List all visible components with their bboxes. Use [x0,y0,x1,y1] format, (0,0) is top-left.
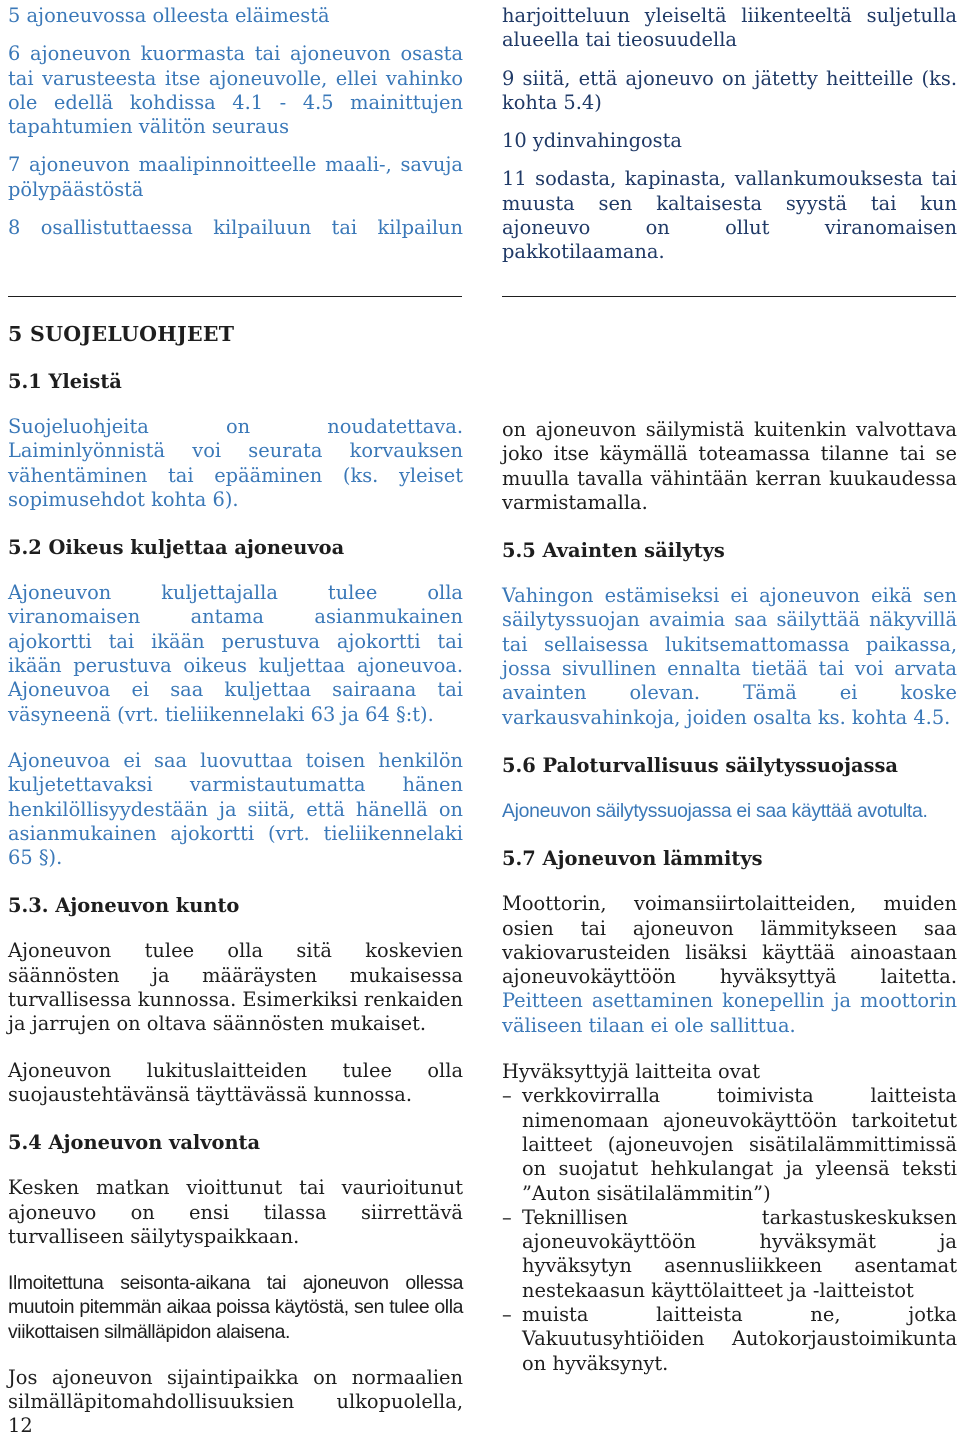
list-intro: Hyväksyttyjä laitteita ovat [502,1060,761,1084]
top-right-column [502,4,957,265]
dash-bullet: – [502,1303,512,1327]
heading-5-1: 5.1 Yleistä [8,370,122,393]
exclusion-item-6: 6 ajoneuvon kuormasta tai ajoneuvon osasta tai varusteesta itse ajoneuvolle, ellei vahinko ole edellä kohdissa 4.1 - 4.5 mainittujen tapahtumien välitön seuraus [8,42,463,139]
list-item [502,1206,957,1303]
left-column [8,370,463,1415]
right-column [502,418,957,1376]
paragraph-5-7-a-blue: Peitteen asettaminen konepellin ja moottorin väliseen tilaan ei ole sallittua. [502,989,957,1037]
paragraph-5-4-b: Ilmoitettuna seisonta-aikana tai ajoneuvon ollessa muutoin pitemmän aikaa poissa käytöstä, sen tulee olla viikottaisen silmälläpidon alaisena. [8,1272,463,1343]
paragraph-5-7-a [502,892,957,1038]
list-item [502,1303,957,1376]
heading-5-5: 5.5 Avainten säilytys [502,539,725,563]
paragraph-5-4-a: Kesken matkan vioittunut tai vaurioitunut ajoneuvo on ensi tilassa siirrettävä turvalliseen säilytyspaikkaan. [8,1176,463,1248]
exclusion-item-5: 5 ajoneuvossa olleesta eläimestä [8,4,330,27]
paragraph-5-3-b: Ajoneuvon lukituslaitteiden tulee olla suojaustehtävänsä täyttävässä kunnossa. [8,1058,463,1106]
heading-5-7: 5.7 Ajoneuvon lämmitys [502,847,763,871]
paragraph-5-1: Suojeluohjeita on noudatettava. Laiminlyönnistä voi seurata korvauksen vähentäminen tai epääminen (ks. yleiset sopimusehdot kohta 6). [8,415,463,511]
paragraph-5-6: Ajoneuvon säilytyssuojassa ei saa käyttää avotulta. [502,799,928,822]
approved-devices-list [502,1084,957,1376]
list-item-text: verkkovirralla toimivista laitteista nimenomaan ajoneuvokäyttöön tarkoitetut laitteet (ajoneuvojen sisätilalämmittimissä on suojatut hehkulangat ja yleensä teksti ”Auton sisätilalämmitin”) [522,1084,957,1205]
exclusion-item-7: 7 ajoneuvon maalipinnoitteelle maali-, savuja pölypäästöstä [8,153,463,201]
paragraph-5-5: Vahingon estämiseksi ei ajoneuvon eikä sen säilytyssuojan avaimia saa säilyttää näkyvillä tai sellaisessa lukitsemattomassa paikassa, jossa sivullinen ennalta tietää tai voi arvata avainten olevan. Tämä ei koske varkausvahinkoja, joiden osalta ks. kohta 4.5. [502,584,957,729]
section-title: 5 SUOJELUOHJEET [8,322,235,346]
paragraph-5-4-d: on ajoneuvon säilymistä kuitenkin valvottava joko itse käymällä toteamassa tilanne tai se muulla tavalla vähintään kerran kuukaudessa varmistamalla. [502,418,957,514]
exclusion-item-8-cont: harjoitteluun yleiseltä liikenteeltä suljetulla alueella tai tieosuudella [502,4,957,52]
list-item-text: Teknillisen tarkastuskeskuksen ajoneuvokäyttöön hyväksymät ja hyväksytyn asennusliikkeen asentamat nestekaasun käyttölaitteet ja -laitteistot [522,1205,957,1302]
heading-5-3: 5.3. Ajoneuvon kunto [8,894,240,918]
heading-5-2: 5.2 Oikeus kuljettaa ajoneuvoa [8,536,345,560]
exclusion-item-9: 9 siitä, että ajoneuvo on jätetty heitteille (ks. kohta 5.4) [502,66,957,114]
heading-5-6: 5.6 Paloturvallisuus säilytyssuojassa [502,753,898,777]
list-item-text: muista laitteista ne, jotka Vakuutusyhtiöiden Autokorjaustoimikunta on hyväksynyt. [522,1303,957,1375]
heading-5-4: 5.4 Ajoneuvon valvonta [8,1131,261,1155]
dash-bullet: – [502,1205,512,1229]
divider-left [8,296,462,297]
paragraph-5-4-c: Jos ajoneuvon sijaintipaikka on normaalien silmälläpitomahdollisuuksien ulkopuolella, [8,1366,463,1414]
exclusion-item-8: 8 osallistuttaessa kilpailuun tai kilpailun [8,216,463,240]
page-number: 12 [8,1414,33,1437]
list-item [502,1084,957,1205]
exclusion-item-11: 11 sodasta, kapinasta, vallankumouksesta tai muusta sen kaltaisesta syystä tai kun ajoneuvo on ollut viranomaisen pakkotilaamana. [502,167,957,264]
paragraph-5-2-b: Ajoneuvoa ei saa luovuttaa toisen henkilön kuljetettavaksi varmistautumatta hänen henkilöllisyydestään ja siitä, että hänellä on asianmukainen ajokortti (vrt. tieliikennelaki 65 §). [8,748,463,870]
paragraph-5-7-a-black: Moottorin, voimansiirtolaitteiden, muiden osien tai ajoneuvon lämmitykseen saa vakiovarusteiden lisäksi käyttää ainoastaan ajoneuvokäyttöön hyväksyttyä laitetta. [502,892,957,989]
top-left-column [8,4,463,240]
paragraph-5-3-a: Ajoneuvon tulee olla sitä koskevien säännösten ja määräysten mukaisessa turvallisessa kunnossa. Esimerkiksi renkaiden ja jarrujen on oltava säännösten mukaiset. [8,939,463,1036]
divider-right [502,296,956,297]
exclusion-item-10: 10 ydinvahingosta [502,129,682,153]
paragraph-5-2-a: Ajoneuvon kuljettajalla tulee olla viranomaisen antama asianmukainen ajokortti tai ikään perustuva ajokortti tai ikään perustuva oikeus kuljettaa ajoneuvoa. Ajoneuvoa ei saa kuljettaa sairaana tai väsyneenä (vrt. tieliikennelaki 63 ja 64 §:t). [8,581,463,726]
dash-bullet: – [502,1084,512,1108]
